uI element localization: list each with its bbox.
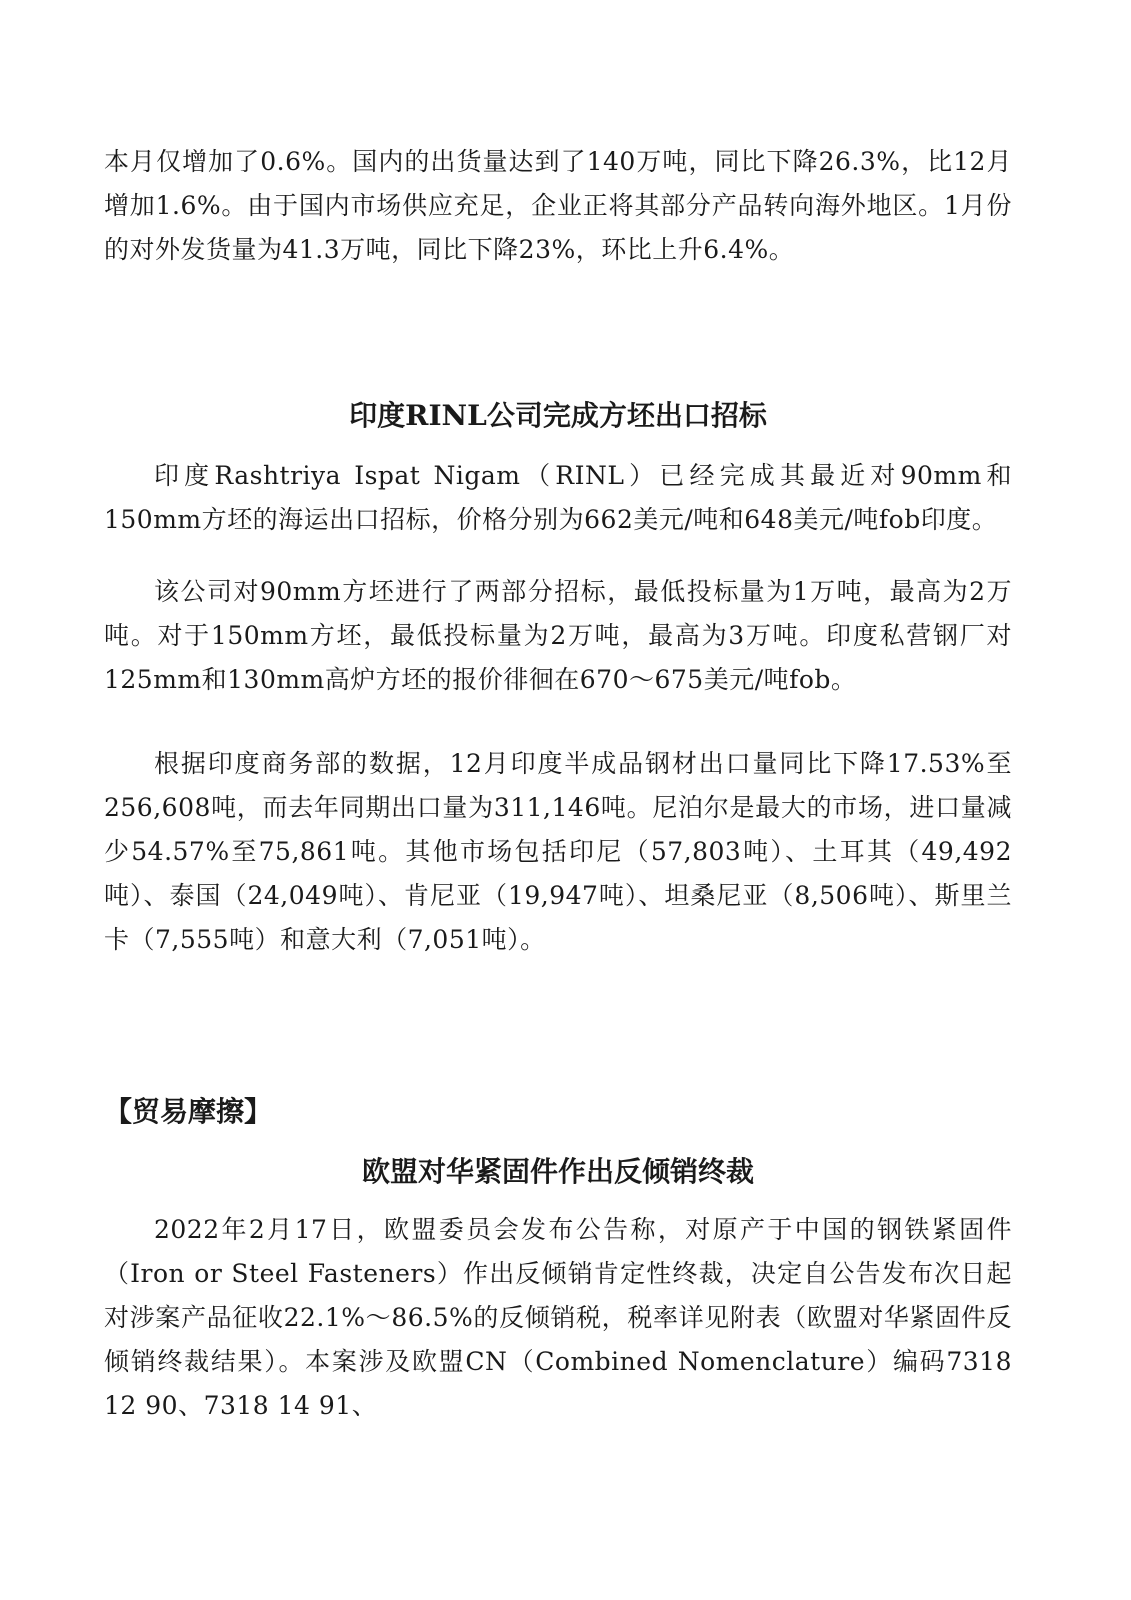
intro-paragraph: 本月仅增加了0.6%。国内的出货量达到了140万吨，同比下降26.3%，比12月增加1.6%。由于国内市场供应充足，企业正将其部分产品转向海外地区。1月份的对外发货量为41.3万吨，同比下降23%，环比上升6.4%。 bbox=[104, 147, 1012, 264]
section-tag-trade-friction: 【贸易摩擦】 bbox=[104, 1095, 273, 1128]
rinl-paragraph-1: 印度Rashtriya Ispat Nigam（RINL）已经完成其最近对90mm和150mm方坯的海运出口招标，价格分别为662美元/吨和648美元/吨fob印度。 bbox=[104, 461, 1012, 534]
rinl-paragraph-3: 根据印度商务部的数据，12月印度半成品钢材出口量同比下降17.53%至256,608吨，而去年同期出口量为311,146吨。尼泊尔是最大的市场，进口量减少54.57%至75,861吨。其他市场包括印尼（57,803吨）、土耳其（49,492吨）、泰国（24,049吨）、肯尼亚（19,947吨）、坦桑尼亚（8,506吨）、斯里兰卡（7,555吨）和意大利（7,051吨）。 bbox=[104, 749, 1012, 954]
rinl-paragraph-2: 该公司对90mm方坯进行了两部分招标，最低投标量为1万吨，最高为2万吨。对于150mm方坯，最低投标量为2万吨，最高为3万吨。印度私营钢厂对125mm和130mm高炉方坯的报价徘徊在670～675美元/吨fob。 bbox=[104, 577, 1012, 694]
eu-fastener-paragraph: 2022年2月17日，欧盟委员会发布公告称，对原产于中国的钢铁紧固件（Iron or Steel Fasteners）作出反倾销肯定性终裁，决定自公告发布次日起对涉案产品征收22.1%～86.5%的反倾销税，税率详见附表（欧盟对华紧固件反倾销终裁结果）。本案涉及欧盟CN（Combined Nomenclature）编码7318 12 90、7318 14 91、 bbox=[104, 1215, 1012, 1420]
eu-fastener-article-title: 欧盟对华紧固件作出反倾销终裁 bbox=[361, 1155, 754, 1188]
rinl-article-title: 印度RINL公司完成方坯出口招标 bbox=[349, 399, 767, 432]
